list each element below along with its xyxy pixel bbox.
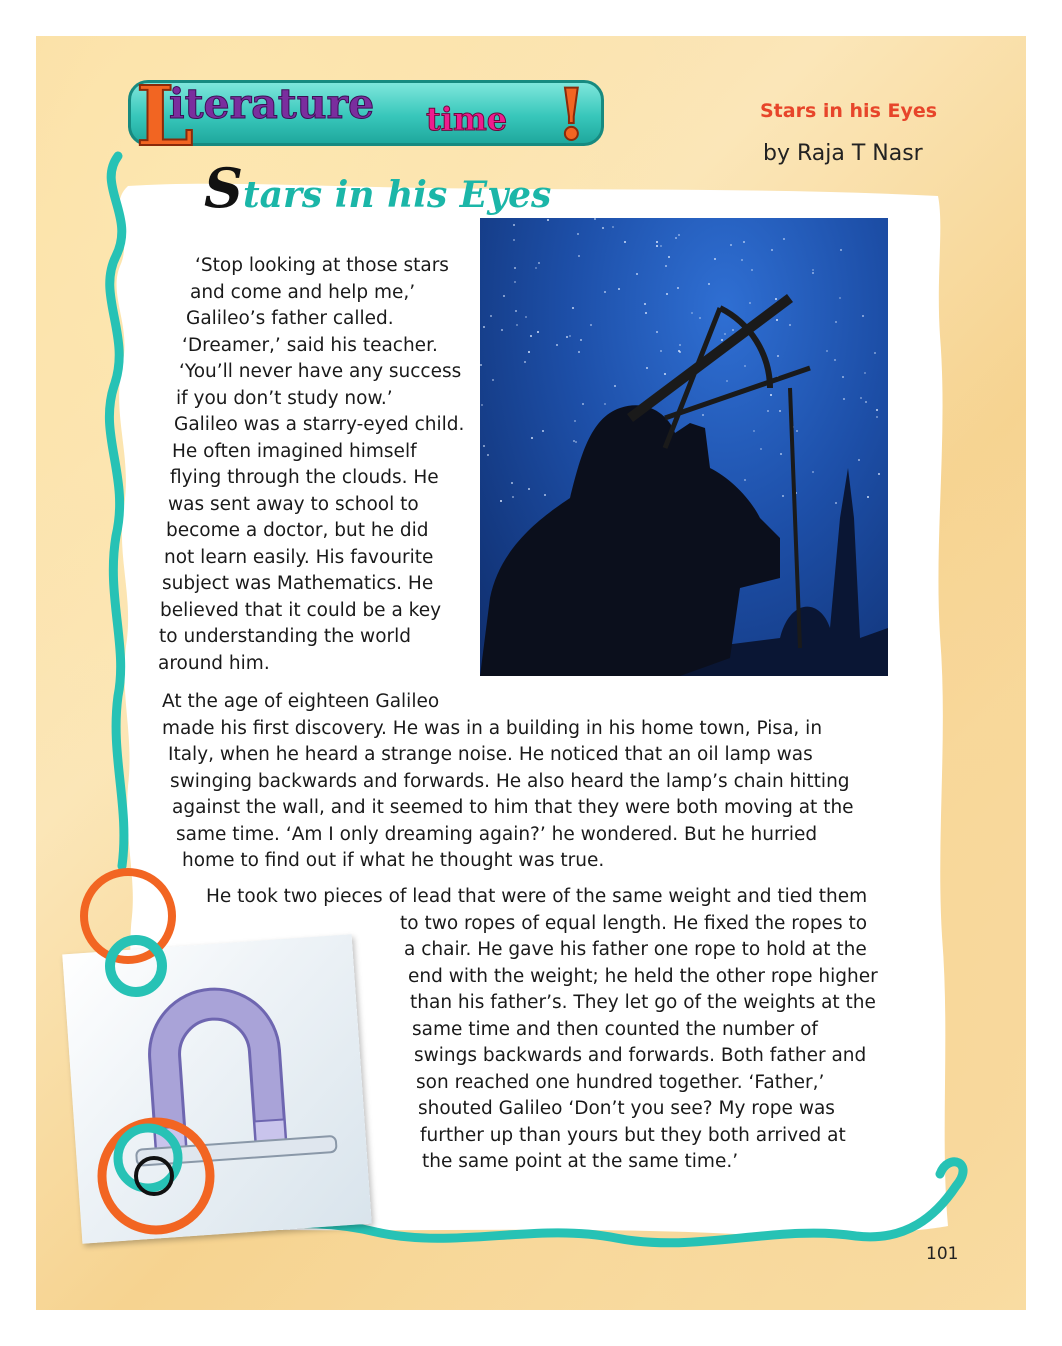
horseshoe-magnet-icon [62, 934, 372, 1244]
text-line: same time. ‘Am I only dreaming again?’ he wondered. But he hurried [176, 823, 818, 845]
text-line: swinging backwards and forwards. He also heard the lamp’s chain hitting [170, 770, 850, 792]
text-line: Italy, when he heard a strange noise. He noticed that an oil lamp was [168, 744, 813, 765]
text-line: At the age of eighteen Galileo [162, 691, 440, 712]
text-line: against the wall, and it seemed to him that they were both moving at the [172, 797, 854, 818]
banner-exclamation: ! [556, 73, 587, 156]
text-line: ‘You’ll never have any success [179, 361, 462, 382]
text-line: around him. [158, 652, 270, 674]
text-line: Galileo was a starry-eyed child. [174, 414, 465, 435]
text-line: subject was Mathematics. He [162, 573, 434, 594]
text-line: Galileo’s father called. [186, 308, 394, 329]
text-line: ‘Stop looking at those stars [195, 255, 449, 276]
magnet-picture [62, 934, 372, 1244]
text-line: not learn easily. His favourite [164, 546, 434, 568]
figure-silhouette [480, 405, 780, 676]
story-paragraph-1 [158, 253, 465, 677]
text-line: son reached one hundred together. ‘Father,’ [416, 1071, 825, 1093]
text-line: was sent away to school to [168, 493, 419, 515]
story-paragraph-2 [162, 689, 854, 875]
banner-word-literature: iterature [169, 80, 375, 128]
text-line: ‘Dreamer,’ said his teacher. [182, 334, 438, 356]
side-author: by Raja T Nasr [763, 141, 923, 166]
text-line: the same point at the same time.’ [422, 1151, 739, 1172]
text-line: shouted Galileo ‘Don’t you see? My rope was [418, 1098, 835, 1119]
text-line: and come and help me,’ [190, 281, 416, 303]
text-line: than his father’s. They let go of the weights at the [410, 992, 876, 1013]
text-line: further up than yours but they both arrived at [420, 1124, 846, 1146]
text-line: believed that it could be a key [160, 599, 442, 621]
galileo-telescope-illustration [480, 218, 888, 676]
page [36, 36, 1026, 1310]
text-line: to two ropes of equal length. He fixed the ropes to [400, 912, 868, 934]
text-line: flying through the clouds. He [170, 467, 439, 488]
story-title [204, 156, 551, 220]
side-title: Stars in his Eyes [760, 100, 938, 122]
text-line: same time and then counted the number of [412, 1018, 818, 1040]
text-line: if you don’t study now.’ [176, 387, 393, 409]
text-line: become a doctor, but he did [166, 520, 429, 541]
banner-word-time: time [426, 100, 508, 138]
instrument-leg [790, 388, 800, 648]
story-title-rest: tars in his Eyes [243, 174, 552, 216]
galileo-silhouette [480, 218, 888, 676]
text-line: home to find out if what he thought was true. [182, 850, 605, 871]
text-line: made his first discovery. He was in a building in his home town, Pisa, in [162, 717, 823, 739]
text-line: end with the weight; he held the other rope higher [408, 965, 878, 987]
banner-initial: L [136, 69, 194, 165]
text-line: He often imagined himself [172, 440, 417, 462]
story-title-initial: S [204, 156, 243, 220]
text-line: to understanding the world [159, 626, 411, 647]
page-number: 101 [926, 1244, 959, 1264]
text-line: swings backwards and forwards. Both father and [414, 1045, 867, 1066]
text-line: He took two pieces of lead that were of the same weight and tied them [206, 886, 868, 907]
text-line: a chair. He gave his father one rope to hold at the [404, 939, 867, 960]
